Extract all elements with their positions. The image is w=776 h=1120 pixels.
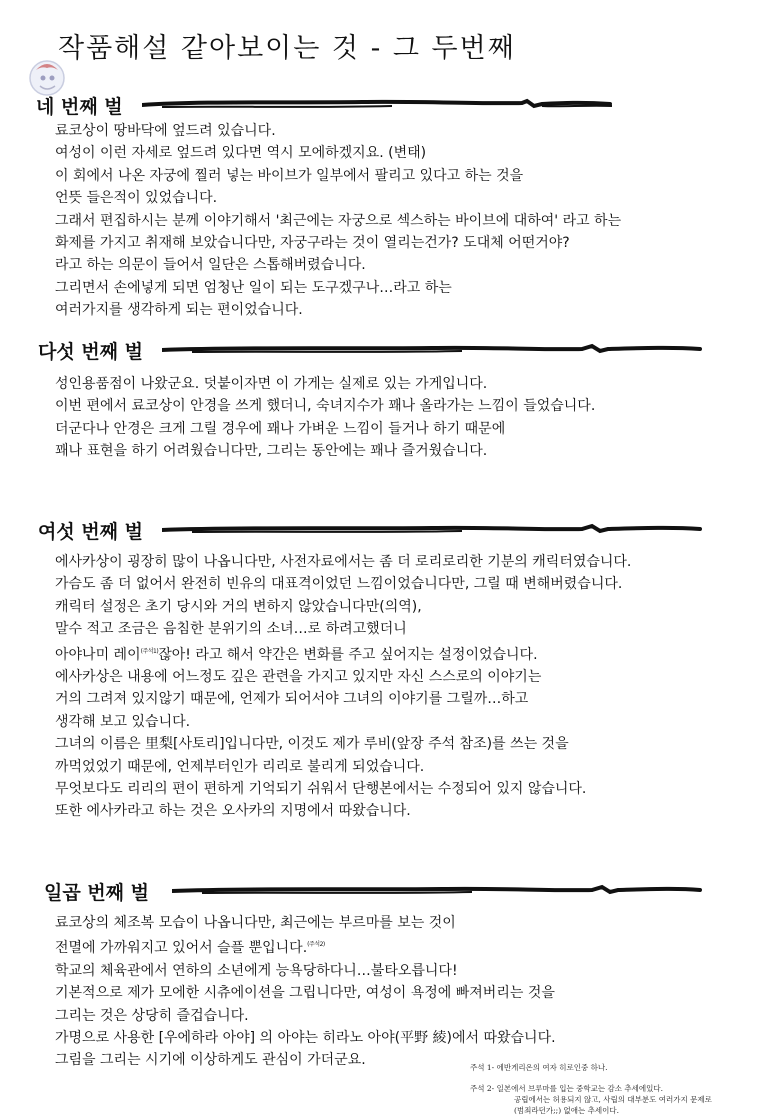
text-line-with-note (55, 934, 556, 959)
text-line: 까먹었었기 때문에, 언제부터인가 리리로 불리게 되었습니다. (55, 758, 425, 775)
section-body (55, 373, 595, 463)
text-line: 말수 적고 조금은 음침한 분위기의 소녀…로 하려고했더니 (55, 621, 407, 638)
section-body (55, 120, 621, 322)
footnote-text-continued: (범죄라던가;;) 없애는 추세이다. (514, 1106, 619, 1115)
section-heading: 다섯 번째 벌 (38, 341, 143, 363)
text-line: 이번 편에서 료코상이 안경을 쓰게 했더니, 숙녀지수가 꽤나 올라가는 느낌이 들었습니다. (55, 398, 596, 415)
text-line: 생각해 보고 있습니다. (55, 713, 191, 730)
section-heading: 일곱 번째 벌 (44, 882, 149, 904)
text-line: 그리는 것은 상당히 즐겁습니다. (55, 1007, 249, 1024)
footnote-marker: (주석2) (307, 941, 325, 949)
section-body (55, 912, 556, 1072)
text-line: 여러가지를 생각하게 되는 편이었습니다. (55, 302, 303, 319)
text-line-with-note (55, 641, 631, 666)
text-line: 가명으로 사용한 [우에하라 아야] 의 아야는 히라노 아야(平野 綾)에서 따왔습니다. (55, 1030, 556, 1047)
section-heading-row (0, 878, 776, 908)
text-line: 그래서 편집하시는 분께 이야기해서 '최근에는 자궁으로 섹스하는 바이브에 대하여' 라고 하는 (55, 212, 622, 229)
footnote-text-continued: 공립에서는 허용되지 않고, 사립의 대부분도 여러가지 문제로 (514, 1095, 712, 1104)
text-line: 무엇보다도 리리의 편이 편하게 기억되기 쉬워서 단행본에서는 수정되어 있지 않습니다. (55, 781, 587, 798)
footnote-label: 주석 1- (470, 1063, 495, 1072)
text-line: 또한 에사카라고 하는 것은 오사카의 지명에서 따왔습니다. (55, 803, 411, 820)
brush-stroke-divider (142, 94, 612, 116)
text-line: 더군다나 안경은 크게 그릴 경우에 꽤나 가벼운 느낌이 들거나 하기 때문에 (55, 420, 506, 437)
text-line: 학교의 체육관에서 연하의 소년에게 능욕당하다니…불타오릅니다! (55, 962, 458, 979)
footnotes (470, 1062, 770, 1116)
text-line: 화제를 가지고 취재해 보았습니다만, 자궁구라는 것이 열리는건가? 도대체 어떤거야? (55, 235, 570, 252)
text-line: 거의 그려져 있지않기 때문에, 언제가 되어서야 그녀의 이야기를 그릴까…하고 (55, 691, 529, 708)
text-line: 이 회에서 나온 자궁에 찔러 넣는 바이브가 일부에서 팔리고 있다고 하는 것을 (55, 167, 524, 184)
footnote-1 (470, 1062, 770, 1073)
text-line: 기본적으로 제가 모에한 시츄에이션을 그립니다만, 여성이 욕정에 빠져버리는 것을 (55, 985, 555, 1002)
page-title: 작품해설 같아보이는 것 - 그 두번째 (58, 33, 516, 64)
text-line: 그리면서 손에넣게 되면 엄청난 일이 되는 도구겠구나…라고 하는 (55, 279, 452, 296)
brush-stroke-divider (172, 880, 702, 902)
text-line: 여성이 이런 자세로 엎드려 있다면 역시 모에하겠지요. (변태) (55, 145, 427, 162)
text-line: 료코상의 체조복 모습이 나옵니다만, 최근에는 부르마를 보는 것이 (55, 915, 456, 931)
footnote-label: 주석 2- (470, 1084, 495, 1093)
section-body (55, 551, 631, 823)
section-heading-row (0, 92, 776, 122)
footnote-text: 일본에서 브루마를 입는 중학교는 감소 추세에있다. (496, 1084, 664, 1093)
footnote-marker: (주석1) (140, 647, 159, 655)
text-line: 그녀의 이름은 里梨[사토리]입니다만, 이것도 제가 루비(앞장 주석 참조)를 쓰는 것을 (55, 736, 569, 753)
text-line: 에사카상은 내용에 어느정도 깊은 관련을 가지고 있지만 자신 스스로의 이야기는 (55, 669, 542, 686)
text-line: 에사카상이 굉장히 많이 나옵니다만, 사전자료에서는 좀 더 로리로리한 기분의 캐릭터였습니다. (55, 554, 632, 570)
section-6 (0, 517, 776, 820)
text-line: 캐릭터 설정은 초기 당시와 거의 변하지 않았습니다만(의역), (55, 598, 422, 615)
text-line: 그림을 그리는 시기에 이상하게도 관심이 가더군요. (55, 1052, 366, 1069)
text-line: 가슴도 좀 더 없어서 완전히 빈유의 대표격이었던 느낌이었습니다만, 그릴 때 변해버렸습니다. (55, 576, 623, 593)
text-line: 료코상이 땅바닥에 엎드려 있습니다. (55, 123, 276, 139)
text-segment: 전멸에 가까워지고 있어서 슬플 뿐입니다. (55, 940, 308, 957)
section-4 (0, 92, 776, 319)
text-segment: 잖아! 라고 해서 약간은 변화를 주고 싶어지는 설정이었습니다. (158, 646, 538, 663)
footnote-text: 에반게리온의 여자 히로인중 하나. (496, 1063, 608, 1072)
brush-stroke-divider (162, 519, 702, 541)
section-heading-row (0, 337, 776, 367)
text-line: 라고 하는 의문이 들어서 일단은 스톱해버렸습니다. (55, 257, 366, 274)
section-heading: 네 번째 벌 (36, 96, 123, 118)
brush-stroke-divider (162, 339, 702, 361)
text-line: 언뜻 들은적이 있었습니다. (55, 190, 218, 207)
section-5 (0, 337, 776, 460)
footnote-2 (470, 1083, 770, 1094)
section-heading-row (0, 517, 776, 547)
text-segment: 아야나미 레이 (55, 646, 141, 663)
text-line: 꽤나 표현을 하기 어려웠습니다만, 그리는 동안에는 꽤나 즐거웠습니다. (55, 443, 488, 460)
text-line: 성인용품점이 나왔군요. 덧붙이자면 이 가게는 실제로 있는 가게입니다. (55, 376, 488, 392)
section-heading: 여섯 번째 벌 (38, 521, 143, 543)
